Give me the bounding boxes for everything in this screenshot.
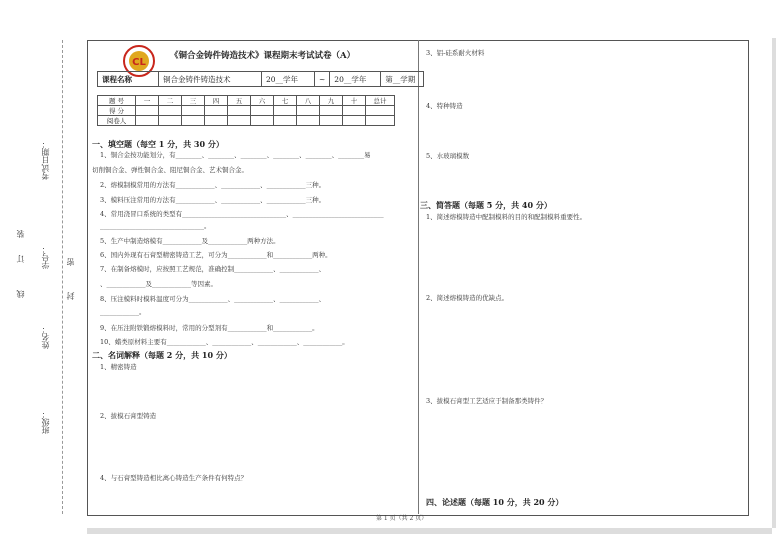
short-answer-3: 3、拔模石膏型工艺适应于制备那类铸件？ bbox=[426, 397, 548, 405]
grader-row-label: 阅卷人 bbox=[98, 116, 136, 126]
column-divider bbox=[418, 40, 419, 514]
term-3: 3、铝-硅系耐火材料 bbox=[426, 49, 485, 57]
score-col: 八 bbox=[297, 96, 320, 106]
score-col: 二 bbox=[159, 96, 182, 106]
question-8: 8、压注模料时模料温度可分为____________、____________、____________、 bbox=[100, 295, 326, 303]
binding-line bbox=[62, 40, 63, 514]
page-number: 第 1 页（共 2 页） bbox=[376, 515, 428, 522]
seal-char: 封 bbox=[66, 292, 75, 300]
class-label: 班级： bbox=[41, 410, 50, 434]
term-5: 5、水玻璃模数 bbox=[426, 152, 470, 160]
question-7-cont: 、____________及____________等因素。 bbox=[100, 280, 217, 288]
score-col: 五 bbox=[228, 96, 251, 106]
question-6: 6、国内外现有石膏型精密铸造工艺，可分为____________和____________两种。 bbox=[100, 251, 332, 259]
course-name: 铜合金铸件铸造技术 bbox=[159, 72, 262, 87]
question-7: 7、在制备熔模时，应按照工艺规范，准确控制____________、____________、 bbox=[100, 265, 326, 273]
short-answer-1: 1、简述熔模铸造中配制模料的目的和配制模料重要性。 bbox=[426, 213, 587, 221]
exam-date-label: 考试日期： bbox=[41, 140, 50, 180]
section-3-title: 三、简答题（每题 5 分，共 40 分） bbox=[420, 200, 552, 210]
term-4: 4、与石膏型铸造相比离心铸造生产条件有何特点？ bbox=[100, 474, 248, 482]
question-8-cont: ____________。 bbox=[100, 308, 146, 316]
section-2-title: 二、名词解释（每题 2 分，共 10 分） bbox=[92, 350, 232, 360]
seal-char: 装 bbox=[16, 230, 25, 238]
seal-char: 订 bbox=[16, 255, 25, 263]
short-answer-2: 2、简述熔模铸造的优缺点。 bbox=[426, 294, 509, 302]
section-1-title: 一、填空题（每空 1 分，共 30 分） bbox=[92, 139, 224, 149]
seal-char: 密 bbox=[66, 258, 75, 266]
score-col: 三 bbox=[182, 96, 205, 106]
score-col: 七 bbox=[274, 96, 297, 106]
year-end: 20__学年 bbox=[330, 72, 381, 87]
question-9: 9、在压注附铁锻熔模料时，常用的分型剂有____________和____________。 bbox=[100, 324, 319, 332]
course-info-table bbox=[97, 71, 424, 87]
course-label: 课程名称 bbox=[98, 72, 159, 87]
score-col: 四 bbox=[205, 96, 228, 106]
score-table bbox=[97, 95, 395, 126]
score-col: 一 bbox=[136, 96, 159, 106]
year-tilde: ~ bbox=[315, 72, 330, 87]
score-col: 十 bbox=[343, 96, 366, 106]
question-1-cont: 切削铜合金、弹性铜合金、阻尼铜合金、艺术铜合金。 bbox=[92, 166, 248, 174]
question-3: 3、模料压注常用的方法有____________、____________、____________三种。 bbox=[100, 196, 326, 204]
term-2: 2、拔模石膏型铸造 bbox=[100, 412, 157, 420]
term-1: 1、精密铸造 bbox=[100, 363, 137, 371]
term-4-right: 4、特种铸造 bbox=[426, 102, 463, 110]
page-shadow-bottom bbox=[87, 528, 772, 534]
exam-title: 《铜合金铸件铸造技术》课程期末考试试卷（A） bbox=[170, 51, 356, 61]
svg-text:CL: CL bbox=[132, 57, 146, 68]
question-2: 2、熔模制模常用的方法有____________、____________、____________三种。 bbox=[100, 181, 326, 189]
question-1: 1、铜合金按功能划分，有________、________、________、________、________、________易 bbox=[100, 151, 371, 159]
score-col-total: 总计 bbox=[366, 96, 395, 106]
score-row-label: 得 分 bbox=[98, 106, 136, 116]
score-col: 六 bbox=[251, 96, 274, 106]
question-5: 5、生产中制造熔模有____________及____________两种方法。 bbox=[100, 237, 280, 245]
seal-char: 线 bbox=[16, 290, 25, 298]
section-4-title: 四、论述题（每题 10 分，共 20 分） bbox=[426, 497, 564, 507]
score-header-label: 题 号 bbox=[98, 96, 136, 106]
question-4-cont: ________________________________。 bbox=[100, 222, 211, 230]
name-label: 姓名： bbox=[41, 325, 50, 349]
term: 第__学期 bbox=[381, 72, 424, 87]
page-shadow-right bbox=[772, 38, 776, 528]
student-id-label: 学号： bbox=[41, 245, 50, 269]
score-col: 九 bbox=[320, 96, 343, 106]
question-10: 10、蜡类原材料主要有____________、____________、____________、____________。 bbox=[100, 338, 349, 346]
year-start: 20__学年 bbox=[262, 72, 315, 87]
question-4: 4、常用浇冒口系统的类型有________________________________、____________________________ bbox=[100, 210, 384, 218]
